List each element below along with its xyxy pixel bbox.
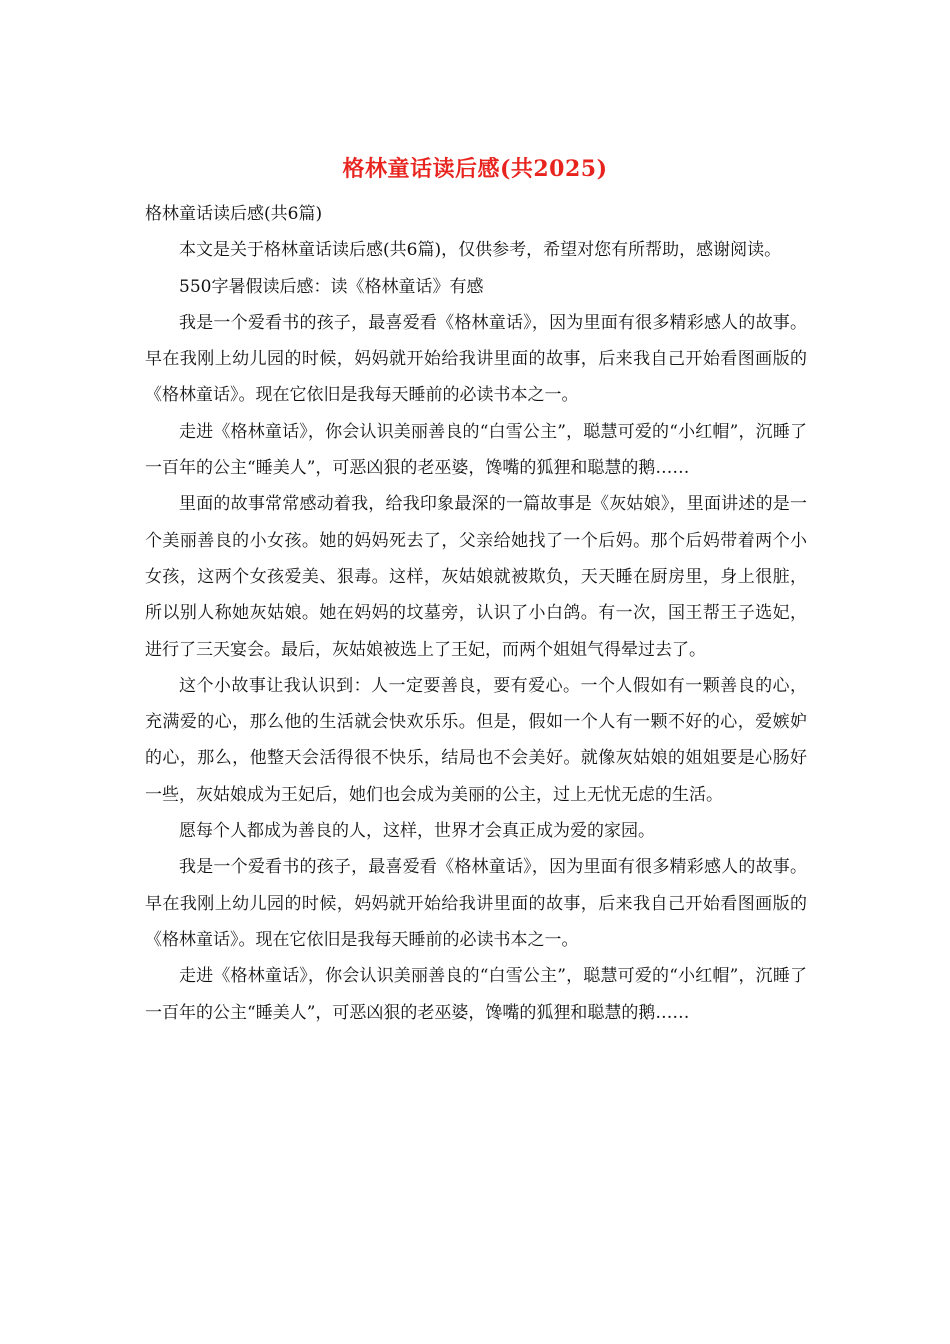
document-body xyxy=(145,196,807,1031)
paragraph: 本文是关于格林童话读后感(共6篇)，仅供参考，希望对您有所帮助，感谢阅读。 xyxy=(179,240,782,261)
paragraph: 我是一个爱看书的孩子，最喜爱看《格林童话》，因为里面有很多精彩感人的故事。早在我刚上幼儿园的时候，妈妈就开始给我讲里面的故事，后来我自己开始看图画版的《格林童话》。现在它依旧是我每天睡前的必读书本之一。 xyxy=(145,857,807,950)
paragraph: 走进《格林童话》，你会认识美丽善良的“白雪公主”，聪慧可爱的“小红帽”，沉睡了一百年的公主“睡美人”，可恶凶狠的老巫婆，馋嘴的狐狸和聪慧的鹅…… xyxy=(145,966,807,1023)
paragraph: 格林童话读后感(共6篇) xyxy=(145,204,323,224)
paragraph: 我是一个爱看书的孩子，最喜爱看《格林童话》，因为里面有很多精彩感人的故事。早在我刚上幼儿园的时候，妈妈就开始给我讲里面的故事，后来我自己开始看图画版的《格林童话》。现在它依旧是我每天睡前的必读书本之一。 xyxy=(145,312,807,406)
paragraph: 走进《格林童话》，你会认识美丽善良的“白雪公主”，聪慧可爱的“小红帽”，沉睡了一百年的公主“睡美人”，可恶凶狠的老巫婆，馋嘴的狐狸和聪慧的鹅…… xyxy=(145,421,807,479)
paragraph: 550字暑假读后感：读《格林童话》有感 xyxy=(179,276,484,297)
document-title: 格林童话读后感(共2025) xyxy=(342,156,608,182)
paragraph: 这个小故事让我认识到：人一定要善良，要有爱心。一个人假如有一颗善良的心，充满爱的心，那么他的生活就会快欢乐乐。但是，假如一个人有一颗不好的心，爱嫉妒的心，那么，他整天会活得很不快乐，结局也不会美好。就像灰姑娘的姐姐要是心肠好一些，灰姑娘成为王妃后，她们也会成为美丽的公主，过上无忧无虑的生活。 xyxy=(145,675,807,805)
paragraph: 愿每个人都成为善良的人，这样，世界才会真正成为爱的家园。 xyxy=(179,821,655,842)
paragraph: 里面的故事常常感动着我，给我印象最深的一篇故事是《灰姑娘》，里面讲述的是一个美丽善良的小女孩。她的妈妈死去了，父亲给她找了一个后妈。那个后妈带着两个小女孩，这两个女孩爱美、狠毒。这样，灰姑娘就被欺负，天天睡在厨房里，身上很脏，所以别人称她灰姑娘。她在妈妈的坟墓旁，认识了小白鸽。有一次，国王帮王子选妃，进行了三天宴会。最后，灰姑娘被选上了王妃，而两个姐姐气得晕过去了。 xyxy=(145,494,807,660)
